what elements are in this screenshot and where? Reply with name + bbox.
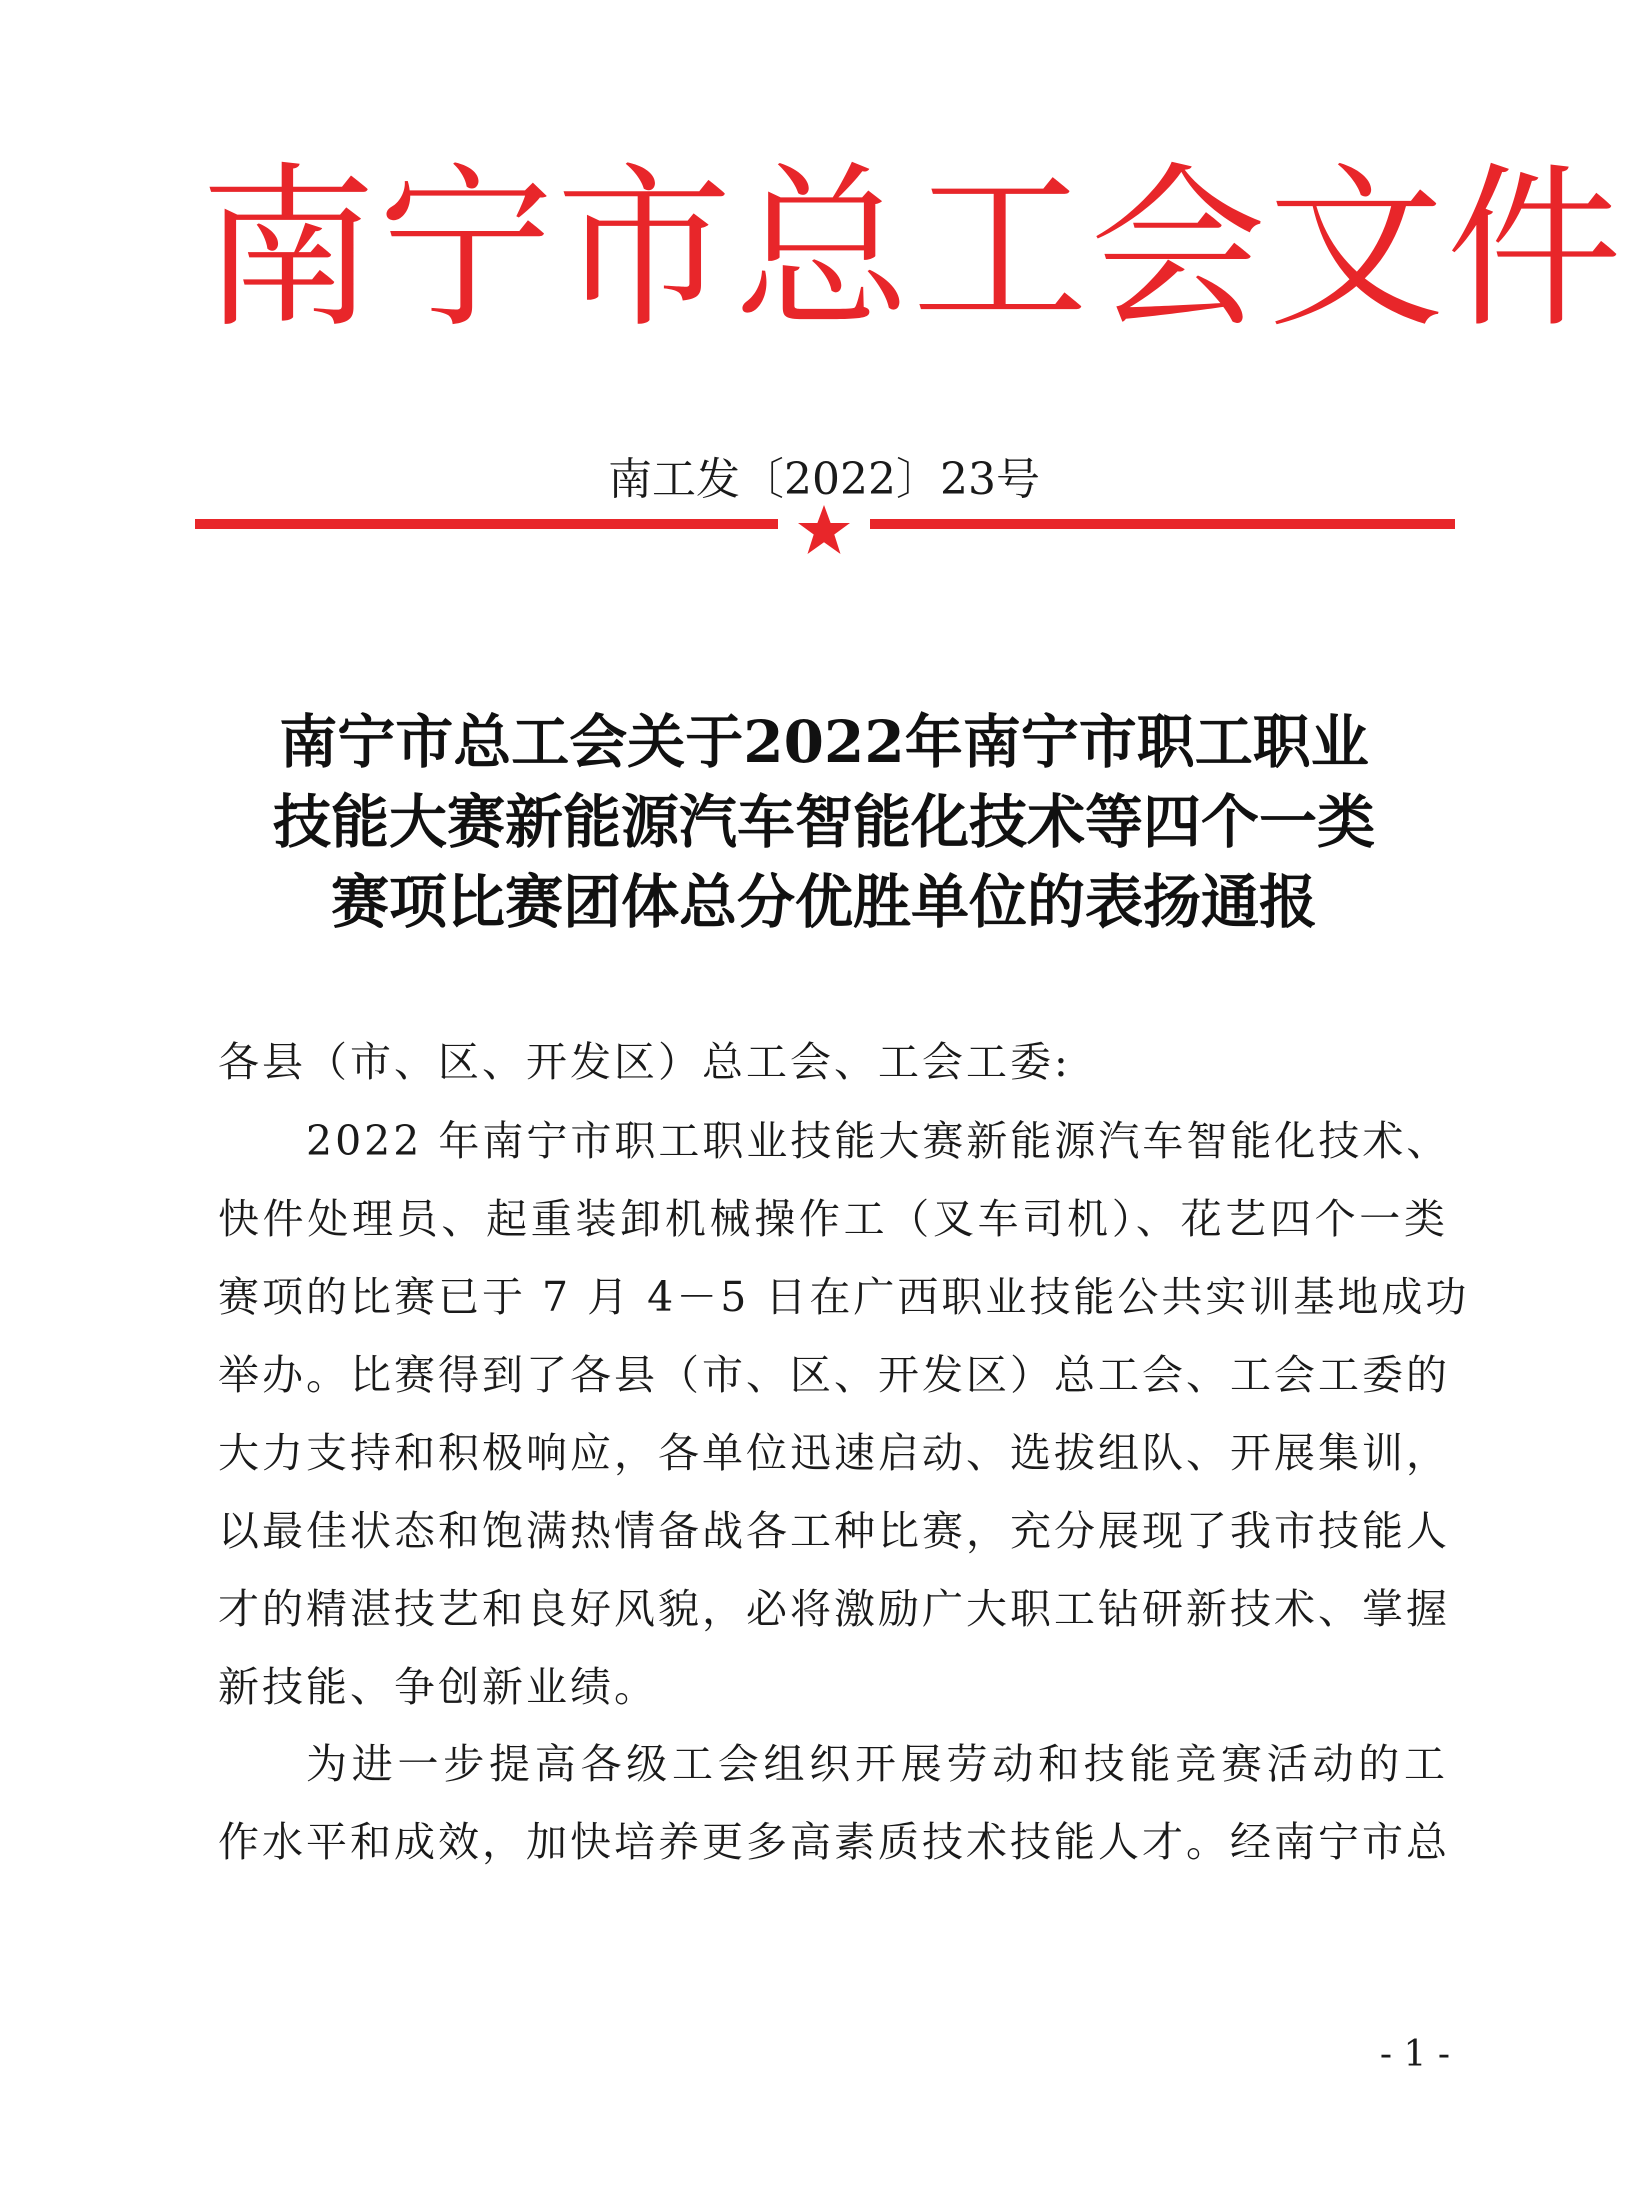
notice-title-line: 赛项比赛团体总分优胜单位的表扬通报 [330, 868, 1317, 936]
page-number: - 1 - [1379, 2034, 1450, 2075]
paragraph-line: 为进一步提高各级工会组织开展劳动和技能竞赛活动的工 [306, 1740, 1448, 1788]
document-number: 南工发〔2022〕23号 [608, 454, 1040, 505]
paragraph-line: 作水平和成效，加快培养更多高素质技术技能人才。经南宁市总 [218, 1818, 1450, 1866]
paragraph-line: 快件处理员、起重装卸机械操作工（叉车司机）、花艺四个一类 [218, 1195, 1448, 1243]
salutation: 各县（市、区、开发区）总工会、工会工委: [218, 1038, 1071, 1086]
red-divider-right [870, 519, 1455, 529]
red-star-icon [796, 504, 852, 556]
paragraph-line: 大力支持和积极响应，各单位迅速启动、选拔组队、开展集训， [218, 1429, 1450, 1477]
document-header-title: 南宁市总工会文件 [200, 147, 1625, 352]
red-divider-left [195, 519, 778, 529]
paragraph-line: 才的精湛技艺和良好风貌，必将激励广大职工钻研新技术、掌握 [218, 1585, 1450, 1633]
paragraph-line: 新技能、争创新业绩。 [218, 1663, 658, 1711]
paragraph-1 [218, 1102, 1470, 1726]
notice-title-line: 南宁市总工会关于2022年南宁市职工职业 [279, 708, 1369, 776]
notice-title [160, 702, 1488, 942]
paragraph-line: 以最佳状态和饱满热情备战各工种比赛，充分展现了我市技能人 [218, 1507, 1450, 1555]
notice-title-line: 技能大赛新能源汽车智能化技术等四个一类 [272, 788, 1375, 856]
paragraph-line: 举办。比赛得到了各县（市、区、开发区）总工会、工会工委的 [218, 1351, 1450, 1399]
paragraph-line: 2022 年南宁市职工职业技能大赛新能源汽车智能化技术、 [306, 1117, 1451, 1165]
paragraph-line: 赛项的比赛已于 7 月 4－5 日在广西职业技能公共实训基地成功 [218, 1273, 1470, 1321]
paragraph-2 [218, 1725, 1448, 1881]
